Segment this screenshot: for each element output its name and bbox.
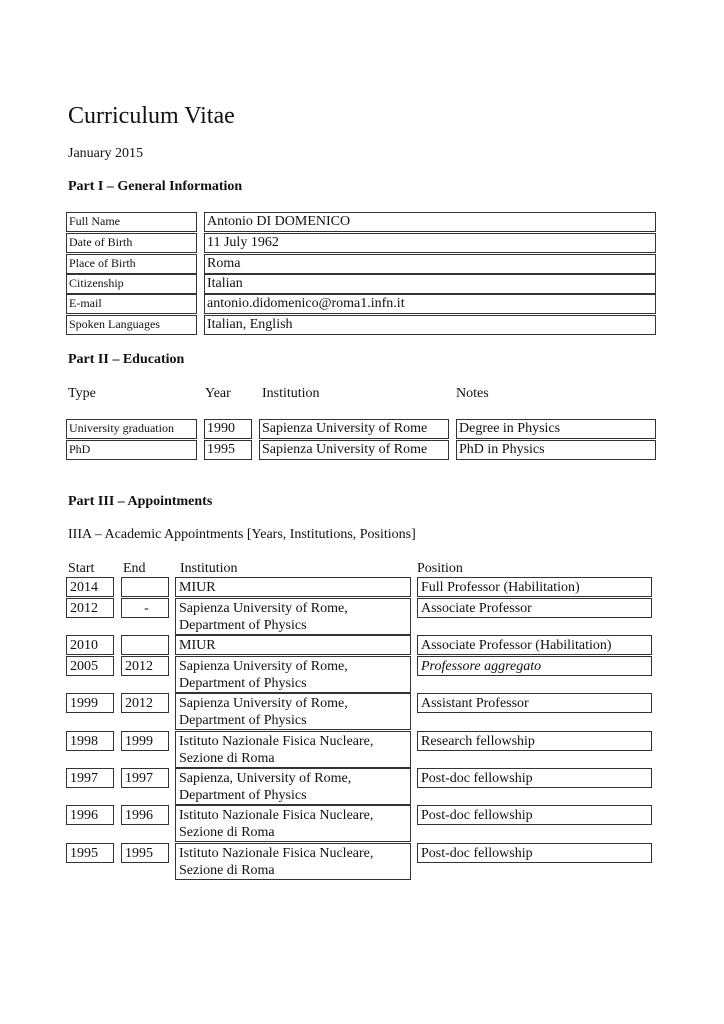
info-value: Roma: [204, 254, 656, 274]
appointment-end: [121, 577, 169, 597]
appointment-start: 1996: [66, 805, 114, 825]
education-institution: Sapienza University of Rome: [259, 419, 449, 439]
appointment-position: Assistant Professor: [417, 693, 652, 713]
appointment-institution: MIUR: [175, 577, 411, 597]
appointment-end: [121, 635, 169, 655]
appointments-col-end: End: [123, 561, 146, 576]
appointment-institution: Istituto Nazionale Fisica Nucleare, Sezione di Roma: [175, 731, 411, 768]
education-year: 1990: [204, 419, 252, 439]
info-label: Full Name: [66, 212, 197, 232]
info-label: Spoken Languages: [66, 315, 197, 335]
part3-subheading: IIIA – Academic Appointments [Years, Institutions, Positions]: [68, 527, 416, 542]
appointment-end: 1996: [121, 805, 169, 825]
appointment-start: 1997: [66, 768, 114, 788]
appointment-position: Post-doc fellowship: [417, 768, 652, 788]
appointment-end: 2012: [121, 656, 169, 676]
appointment-end: 1995: [121, 843, 169, 863]
appointment-position: Associate Professor (Habilitation): [417, 635, 652, 655]
appointment-start: 1998: [66, 731, 114, 751]
appointment-start: 1999: [66, 693, 114, 713]
info-label: Citizenship: [66, 274, 197, 294]
info-value: Italian: [204, 274, 656, 294]
info-value: Italian, English: [204, 315, 656, 335]
education-type: University graduation: [66, 419, 197, 439]
info-value: Antonio DI DOMENICO: [204, 212, 656, 232]
education-notes: Degree in Physics: [456, 419, 656, 439]
appointment-institution: Sapienza University of Rome, Department of Physics: [175, 598, 411, 635]
appointment-start: 2014: [66, 577, 114, 597]
appointment-institution: Sapienza University of Rome, Department of Physics: [175, 656, 411, 693]
appointments-col-institution: Institution: [180, 561, 238, 576]
education-year: 1995: [204, 440, 252, 460]
appointment-position: Professore aggregato: [417, 656, 652, 676]
appointment-end: -: [121, 598, 169, 618]
appointment-start: 2012: [66, 598, 114, 618]
part3-heading: Part III – Appointments: [68, 494, 213, 509]
education-col-notes: Notes: [456, 386, 489, 401]
appointment-position: Post-doc fellowship: [417, 843, 652, 863]
appointments-col-start: Start: [68, 561, 95, 576]
appointments-col-position: Position: [417, 561, 463, 576]
education-col-year: Year: [205, 386, 231, 401]
appointment-institution: Istituto Nazionale Fisica Nucleare, Sezione di Roma: [175, 805, 411, 842]
appointment-position: Post-doc fellowship: [417, 805, 652, 825]
appointment-end: 1997: [121, 768, 169, 788]
education-col-type: Type: [68, 386, 96, 401]
education-notes: PhD in Physics: [456, 440, 656, 460]
appointment-institution: Sapienza University of Rome, Department of Physics: [175, 693, 411, 730]
part1-heading: Part I – General Information: [68, 179, 243, 194]
info-label: Date of Birth: [66, 233, 197, 253]
appointment-end: 1999: [121, 731, 169, 751]
appointment-position: Associate Professor: [417, 598, 652, 618]
page-title: Curriculum Vitae: [68, 103, 235, 129]
education-col-institution: Institution: [262, 386, 320, 401]
info-label: Place of Birth: [66, 254, 197, 274]
appointment-position: Full Professor (Habilitation): [417, 577, 652, 597]
appointment-institution: Istituto Nazionale Fisica Nucleare, Sezione di Roma: [175, 843, 411, 880]
education-type: PhD: [66, 440, 197, 460]
part2-heading: Part II – Education: [68, 352, 185, 367]
appointment-institution: MIUR: [175, 635, 411, 655]
email-value[interactable]: antonio.didomenico@roma1.infn.it: [204, 294, 656, 314]
appointment-position: Research fellowship: [417, 731, 652, 751]
education-institution: Sapienza University of Rome: [259, 440, 449, 460]
appointment-end: 2012: [121, 693, 169, 713]
appointment-start: 2005: [66, 656, 114, 676]
document-date: January 2015: [68, 146, 144, 161]
appointment-start: 1995: [66, 843, 114, 863]
appointment-institution: Sapienza, University of Rome, Department of Physics: [175, 768, 411, 805]
info-value: 11 July 1962: [204, 233, 656, 253]
info-label: E-mail: [66, 294, 197, 314]
appointment-start: 2010: [66, 635, 114, 655]
